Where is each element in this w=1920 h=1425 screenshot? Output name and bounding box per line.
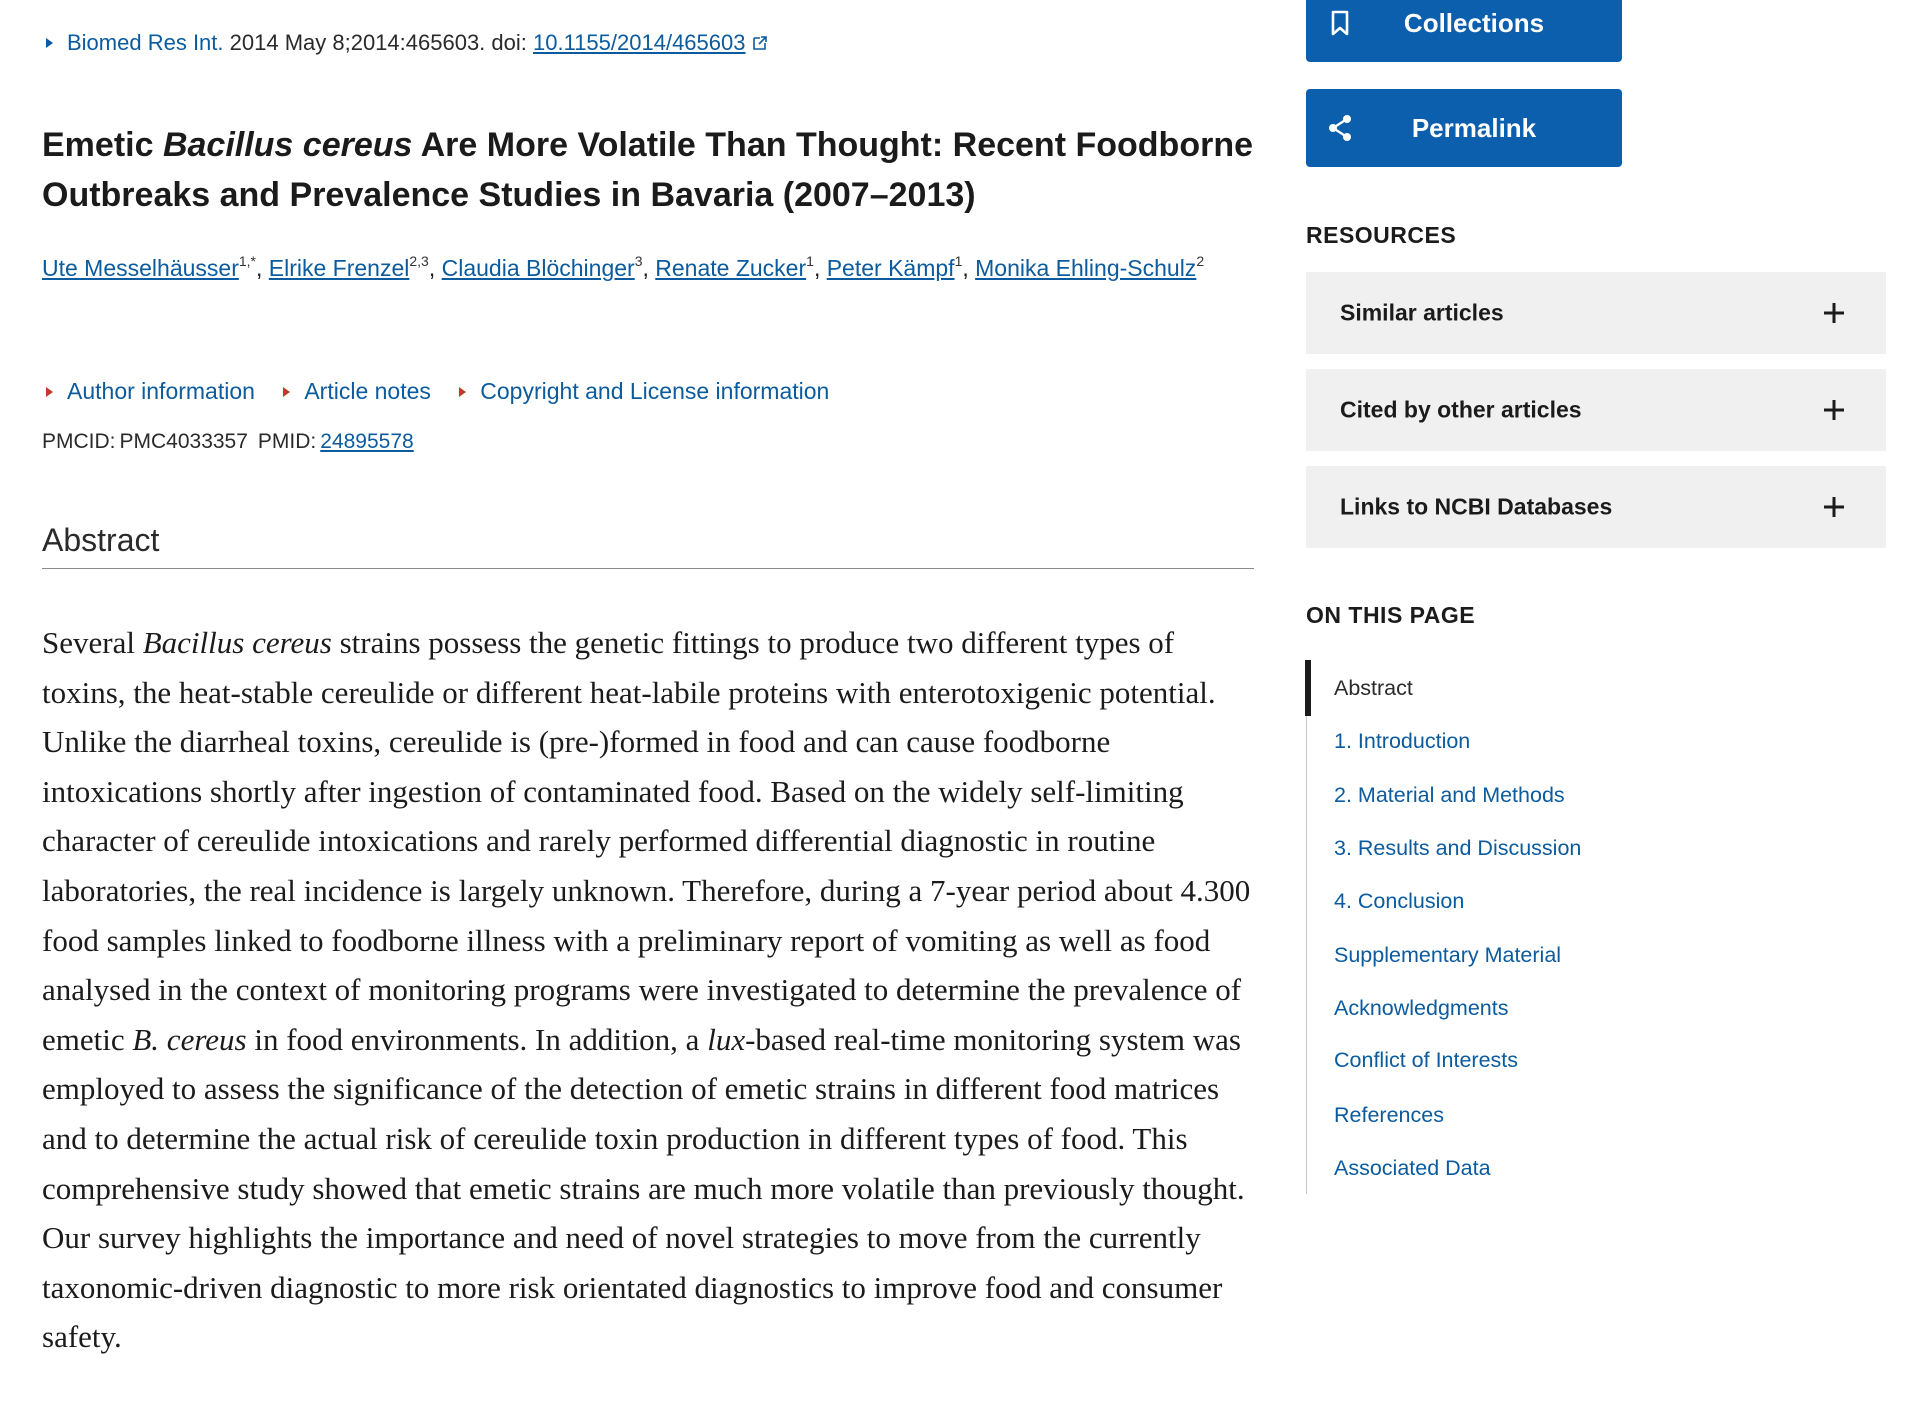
bookmark-icon: [1324, 7, 1356, 39]
citation-details: 2014 May 8;2014:465603. doi:: [229, 30, 527, 55]
toc-item-conclusion[interactable]: 4. Conclusion: [1334, 889, 1465, 913]
plus-icon: [1822, 301, 1846, 325]
pmid-link[interactable]: 24895578: [320, 430, 414, 453]
expand-triangle-icon: [283, 387, 290, 397]
resources-heading: RESOURCES: [1306, 222, 1457, 248]
accordion-label: Cited by other articles: [1340, 396, 1582, 423]
table-of-contents: [1306, 660, 1887, 1194]
active-section-indicator: [1305, 660, 1311, 716]
abstract-text: strains possess the genetic fittings to produce two different types of toxins, the heat-stable cereulide or different heat-labile proteins with enterotoxigenic potential. Unlike the diarrheal toxins, cereulide is (pre-)formed in food and can cause foodborne intoxications shortly after ingestion of contaminated food. Based on the widely self-limiting character of cereulide intoxications and rarely performed differential diagnostic in routine laboratories, the real incidence is largely unknown. Therefore, during a 7-year period about 4.300 food samples linked to foodborne illness with a preliminary report of vomiting as well as food analysed in the context of monitoring programs were investigated to determine the prevalence of emetic: [42, 625, 1251, 1057]
toc-item-methods[interactable]: 2. Material and Methods: [1334, 783, 1565, 807]
author-list: Ute Messelhäusser$^{1,*}$, Elrike Frenzel$^{2,3}$, Claudia Blöchinger$^3$, Renate Zucker$^1$, Peter Kämpf$^1$, Monika Ehling-Schulz$^2$: [42, 253, 1205, 281]
cited-by-accordion[interactable]: [1306, 369, 1886, 451]
permalink-label: Permalink: [1411, 112, 1537, 143]
expand-triangle-icon[interactable]: [46, 38, 53, 48]
author-information-label: Author information: [67, 378, 255, 404]
abstract-italic: lux: [707, 1021, 746, 1057]
expand-triangle-icon: [459, 387, 466, 397]
accordion-label: Links to NCBI Databases: [1340, 493, 1613, 520]
ncbi-links-accordion[interactable]: [1306, 466, 1886, 548]
toc-item-results[interactable]: 3. Results and Discussion: [1334, 836, 1582, 860]
article-notes-toggle[interactable]: [283, 378, 431, 404]
share-icon: [1324, 112, 1356, 144]
similar-articles-accordion[interactable]: [1306, 272, 1886, 354]
title-text-2: Are More Volatile Than Thought: Recent Foodborne Outbreaks and Prevalence Studies in Bavaria (2007–2013): [42, 126, 1253, 214]
toc-item-abstract[interactable]: Abstract: [1334, 676, 1413, 700]
abstract-text: -based real-time monitoring system was employed to assess the significance of the detection of emetic strains in different food matrices and to determine the actual risk of cereulide toxin production in different types of food. This comprehensive study showed that emetic strains are much more volatile than previously thought. Our survey highlights the importance and need of novel strategies to move from the currently taxonomic-driven diagnostic to more risk orientated diagnostics to improve food and consumer safety.: [42, 1021, 1245, 1355]
plus-icon: [1822, 398, 1846, 422]
pmid-label: PMID:: [257, 430, 317, 453]
toc-item-acknowledgments[interactable]: Acknowledgments: [1334, 996, 1509, 1020]
copyright-toggle[interactable]: [459, 378, 829, 404]
collections-button[interactable]: [1306, 0, 1622, 62]
accordion-label: Similar articles: [1340, 299, 1504, 326]
article-info-links: [46, 376, 851, 406]
toc-item-references[interactable]: References: [1334, 1103, 1444, 1127]
external-link-icon[interactable]: [752, 35, 768, 51]
author-information-toggle[interactable]: [46, 378, 255, 404]
pmcid-label: PMCID:: [42, 430, 116, 453]
copyright-label: Copyright and License information: [480, 378, 830, 404]
author-link[interactable]: Monika Ehling-Schulz: [975, 255, 1197, 281]
abstract-heading: Abstract: [42, 518, 1254, 569]
toc-item-supplementary[interactable]: Supplementary Material: [1334, 943, 1562, 967]
author-link[interactable]: Ute Messelhäusser: [42, 255, 239, 281]
author-link[interactable]: Claudia Blöchinger: [441, 255, 635, 281]
toc-item-introduction[interactable]: 1. Introduction: [1334, 729, 1471, 753]
doi-link[interactable]: 10.1155/2014/465603: [533, 30, 746, 55]
collections-label: Collections: [1403, 7, 1545, 38]
title-italic-species: Bacillus cereus: [162, 126, 413, 164]
toc-item-associated-data[interactable]: Associated Data: [1334, 1156, 1491, 1180]
article-identifiers: [42, 428, 414, 456]
author-affiliation: 2,3: [409, 253, 429, 269]
citation-line: [46, 30, 768, 56]
pmcid-value: PMC4033357: [119, 430, 248, 453]
author-link[interactable]: Elrike Frenzel: [268, 255, 410, 281]
journal-link[interactable]: Biomed Res Int.: [67, 30, 224, 55]
author-affiliation: 2: [1196, 253, 1205, 269]
permalink-button[interactable]: [1306, 89, 1622, 167]
abstract-italic: Bacillus cereus: [142, 625, 332, 660]
abstract-text: in food environments. In addition, a: [246, 1021, 708, 1057]
abstract-body: [42, 618, 1262, 1362]
on-this-page-heading: ON THIS PAGE: [1306, 602, 1476, 628]
abstract-italic: B. cereus: [132, 1021, 247, 1057]
author-affiliation: 1: [806, 253, 814, 269]
author-link[interactable]: Peter Kämpf: [826, 255, 955, 281]
author-affiliation: 1,*: [238, 253, 256, 269]
plus-icon: [1822, 495, 1846, 519]
expand-triangle-icon: [46, 387, 53, 397]
toc-item-conflict[interactable]: Conflict of Interests: [1334, 1048, 1519, 1072]
article-title: [42, 120, 1254, 220]
title-text-1: Emetic: [42, 126, 163, 164]
author-affiliation: 1: [954, 253, 963, 269]
abstract-text: Several: [42, 625, 143, 660]
author-link[interactable]: Renate Zucker: [655, 255, 807, 281]
article-notes-label: Article notes: [304, 378, 431, 404]
author-affiliation: 3: [634, 253, 643, 269]
